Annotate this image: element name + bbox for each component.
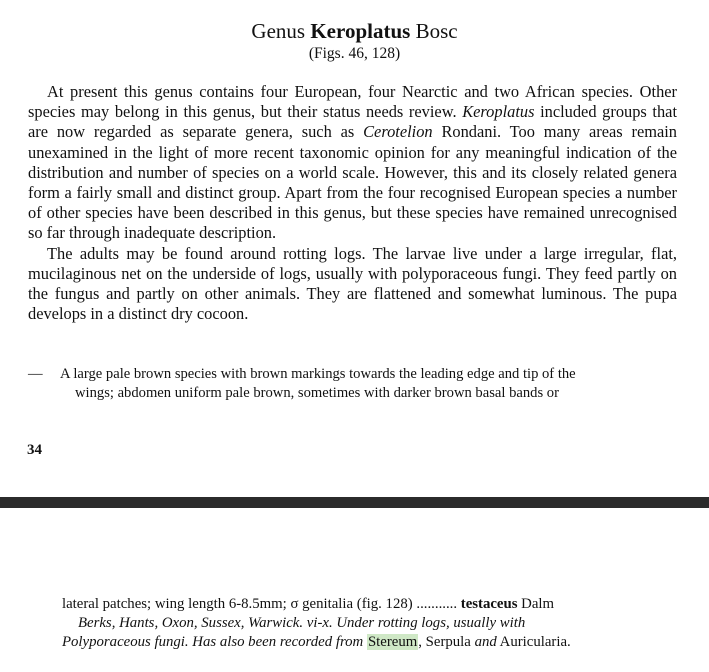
continued-line-3-and: and [474,634,497,650]
page-title [0,18,709,44]
species-author: Dalm [517,596,555,612]
key-text [60,365,678,402]
continued-line-2: Berks, Hants, Oxon, Sussex, Warwick. vi-x. Under rotting logs, usually with [78,615,526,631]
continued-line-3 [62,633,662,652]
key-dash: — [28,366,43,382]
paragraph-1 [28,82,677,244]
body-text [28,82,677,324]
paragraph-1-text-c: Rondani. Too many areas remain unexamined in the light of more recent taxonomic opinion for any meaningful indication of the distribution and number of species on a world scale. However, this and its closely related genera form a fairly small and distinct group. Apart from the four recognised European species a number of other species have been described in this genus, but these species have remained unrecognised so far through inadequate description. [28,122,677,243]
key-line-2: wings; abdomen uniform pale brown, sometimes with darker brown basal bands or [75,384,559,401]
continued-line-1-text: lateral patches; wing length 6-8.5mm; σ genitalia (fig. 128) ........... [62,596,461,612]
genus-keroplatus: Keroplatus [462,102,535,122]
continued-line-3-text-b: , Serpula [418,634,475,650]
species-name: testaceus [460,596,518,612]
continued-entry [62,595,662,652]
paragraph-1-text-a: At present this genus contains four European, four Nearctic and two African species. Other species may belong in this genus, but their status needs review. [28,82,677,122]
paragraph-1-text-b: included groups that are now regarded as separate genera, such as [28,102,677,142]
page-number: 34 [27,442,42,458]
continued-line-1 [62,595,662,614]
bottom-page [0,508,709,672]
key-entry [28,365,678,402]
paragraph-2: The adults may be found around rotting logs. The larvae live under a large irregular, flat, mucilaginous net on the underside of logs, usually with polyporaceous fungi. They feed partly on the fungus and partly on other animals. They are flattened and somewhat luminous. The pupa develops in a distinct dry cocoon. [28,243,677,324]
title-prefix: Genus [251,19,311,43]
page-divider [0,497,709,508]
continued-line-3-text-c: Auricularia. [496,634,571,650]
title-suffix: Bosc [410,19,458,43]
genus-cerotelion: Cerotelion [363,122,433,142]
highlighted-word[interactable]: Stereum [367,634,418,650]
continued-line-3-text-a: Polyporaceous fungi. Has also been recorded from [62,634,367,650]
page-subtitle: (Figs. 46, 128) [308,45,401,62]
key-line-1: A large pale brown species with brown markings towards the leading edge and tip of the [60,366,576,382]
title-genus: Keroplatus [310,19,411,43]
